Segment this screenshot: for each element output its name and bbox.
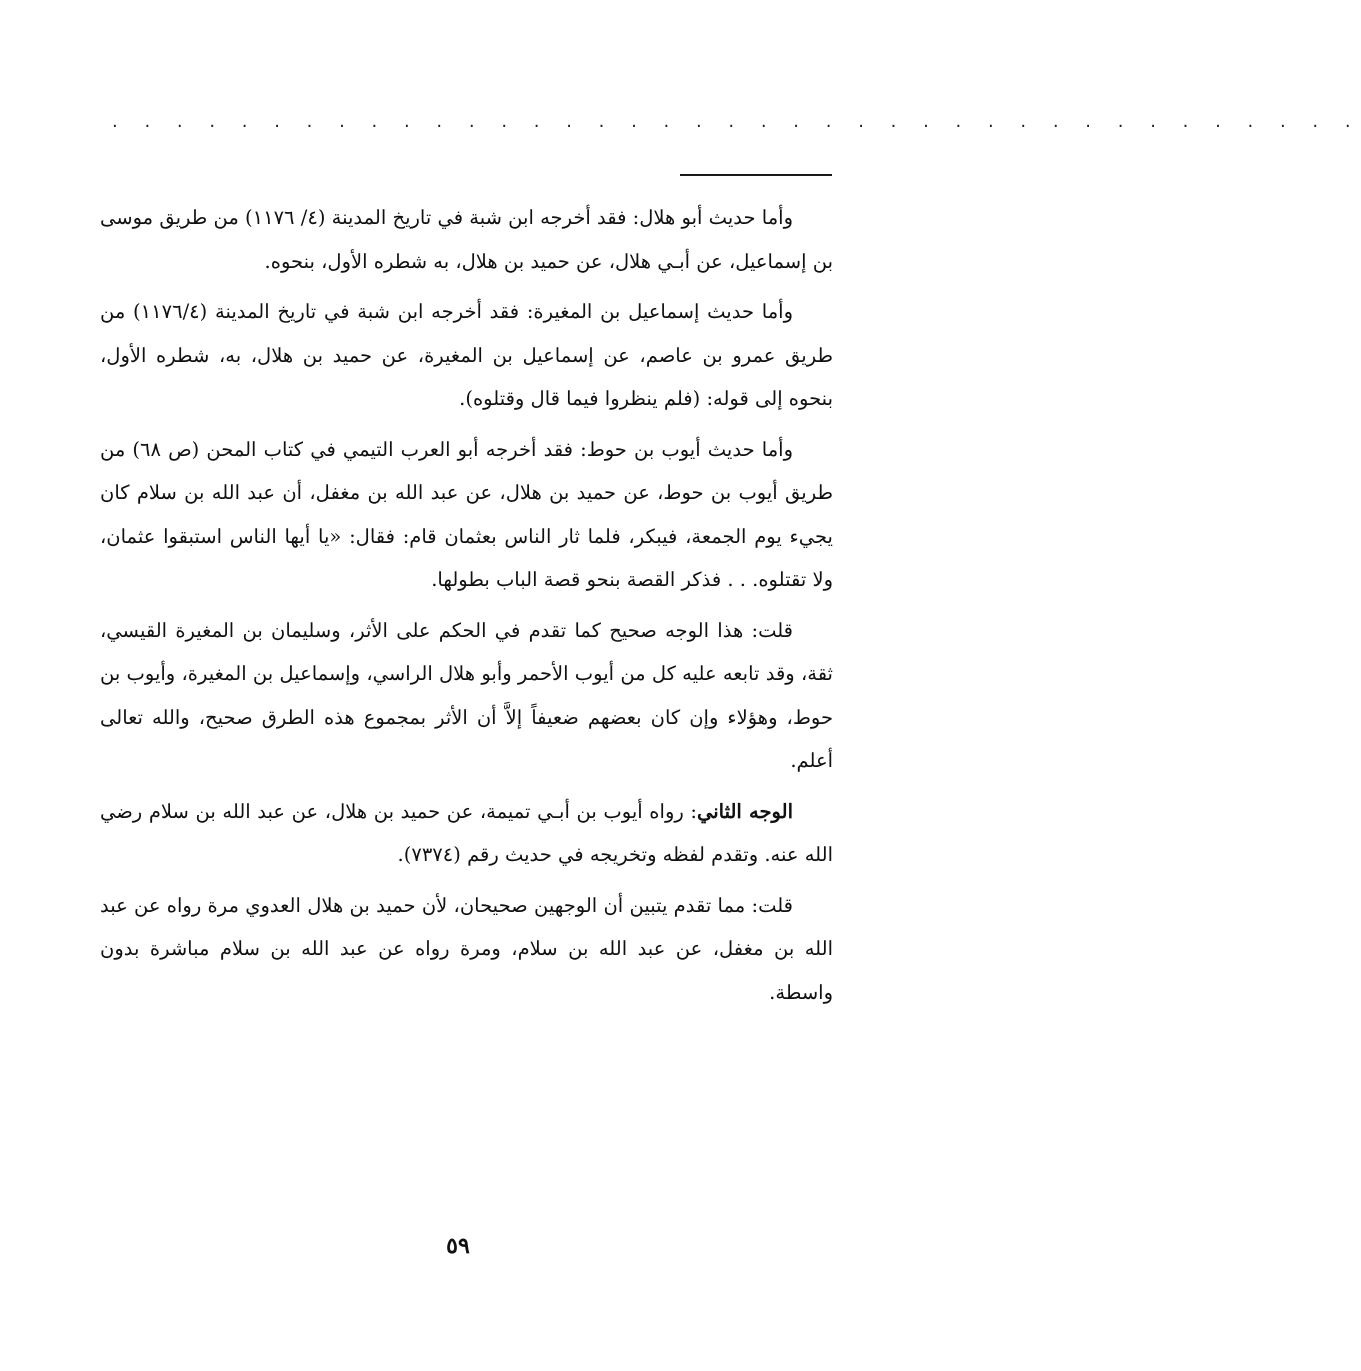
paragraph-abu-hilal <box>100 196 833 283</box>
page-number: ٥٩ <box>446 1233 470 1259</box>
paragraph-ismail-ibn-al-mughira <box>100 290 833 421</box>
horizontal-rule <box>680 174 832 176</box>
dotted-separator: . . . . . . . . . . . . . . . . . . . . . . . . . . . . . . . . . . . . . . . <box>112 111 1361 132</box>
paragraph-text: قلت: هذا الوجه صحيح كما تقدم في الحكم على الأثر، وسليمان بن المغيرة القيسي، ثقة، وقد تابعه عليه كل من أيوب الأحمر وأبو هلال الراسي، وإسماعيل بن المغيرة، وأيوب بن حوط، وهؤلاء وإن كان بعضهم ضعيفاً إلاَّ أن الأثر بمجموع هذه الطرق صحيح، والله تعالى أعلم. <box>100 618 833 772</box>
paragraph-text: وأما حديث أبو هلال: فقد أخرجه ابن شبة في تاريخ المدينة (٤/ ١١٧٦) من طريق موسى بن إسماعيل، عن أبـي هلال، عن حميد بن هلال، به شطره الأول، بنحوه. <box>100 206 833 273</box>
paragraph-ayyub-ibn-hawt <box>100 428 833 602</box>
paragraph-conclusion <box>100 884 833 1015</box>
paragraph-lead: الوجه الثاني <box>696 799 793 823</box>
paragraph-second-aspect <box>100 790 833 877</box>
paragraph-text: قلت: مما تقدم يتبين أن الوجهين صحيحان، لأن حميد بن هلال العدوي مرة رواه عن عبد الله بن مغفل، عن عبد الله بن سلام، ومرة رواه عن عبد الله بن سلام مباشرة بدون واسطة. <box>100 893 833 1004</box>
paragraph-verdict-first-aspect <box>100 609 833 783</box>
paragraph-text: : رواه أيوب بن أبـي تميمة، عن حميد بن هلال، عن عبد الله بن سلام رضي الله عنه. وتقدم لفظه وتخريجه في حديث رقم (٧٣٧٤). <box>100 799 833 866</box>
paragraph-text: وأما حديث أيوب بن حوط: فقد أخرجه أبو العرب التيمي في كتاب المحن (ص ٦٨) من طريق أيوب بن حوط، عن حميد بن هلال، عن عبد الله بن مغفل، أن عبد الله بن سلام كان يجيء يوم الجمعة، فيبكر، فلما ثار الناس بعثمان قام: فقال: «يا أيها الناس استبقوا عثمان، ولا تقتلوه. . . فذكر القصة بنحو قصة الباب بطولها. <box>100 437 833 591</box>
paragraph-text: وأما حديث إسماعيل بن المغيرة: فقد أخرجه ابن شبة في تاريخ المدينة (١١٧٦/٤) من طريق عمرو بن عاصم، عن إسماعيل بن المغيرة، عن حميد بن هلال، به، شطره الأول، بنحوه إلى قوله: (فلم ينظروا فيما قال وقتلوه). <box>100 300 833 410</box>
page-body <box>100 196 833 1021</box>
